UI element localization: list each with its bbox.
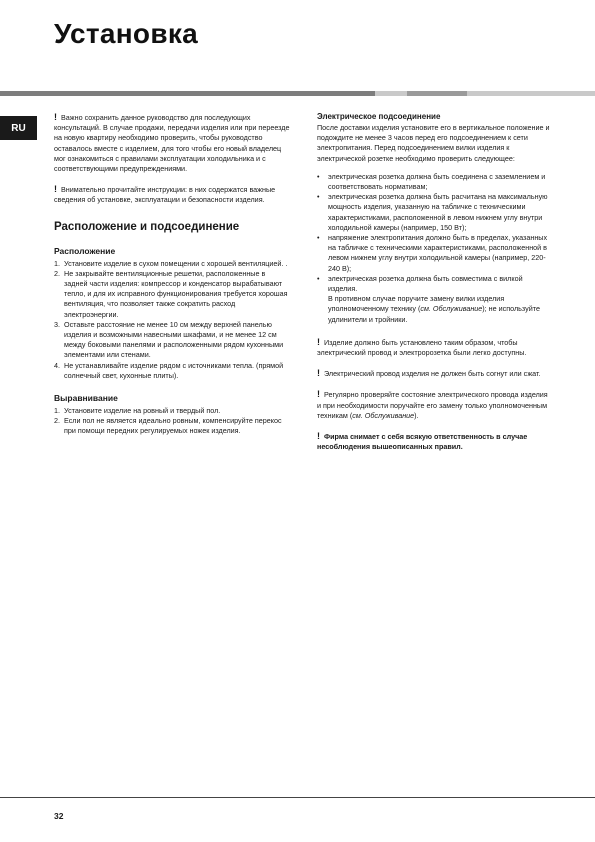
section-title: Расположение и подсоединение — [54, 220, 240, 233]
note-text: ). — [414, 410, 419, 420]
note-text: Регулярно проверяйте состояние электрического провода изделия и при необходимости поручайте его замену только уполномоченным техникам ( — [317, 390, 548, 420]
header-color-bar — [0, 91, 595, 96]
note-text: Внимательно прочитайте инструкции: в них содержатся важные сведения об установке, эксплуатации и безопасности изделия. — [54, 185, 276, 205]
bullet-icon: • — [317, 233, 320, 243]
exclamation-icon: ! — [317, 389, 320, 400]
list-item — [317, 233, 553, 274]
list-item — [54, 406, 290, 416]
header-bar-segment — [375, 91, 407, 96]
warning-note — [317, 368, 553, 379]
note-text: Изделие должно быть установлено таким образом, чтобы электрический провод и электророзетка были легко доступны. — [317, 337, 527, 358]
exclamation-icon: ! — [317, 368, 320, 379]
warning-note — [317, 337, 553, 358]
warning-note — [317, 389, 553, 421]
item-text: Оставьте расстояние не менее 10 см между верхней панелью изделия и возможными навесными шкафами, и не менее 12 см между боковыми панелями и расположенными рядом кухонными элементами или стенами. — [64, 319, 284, 360]
note-text: Фирма снимает с себя всякую ответственность в случае несоблюдения вышеописанных правил. — [317, 432, 528, 452]
bullet-icon: • — [317, 171, 320, 181]
item-text: электрическая розетка должна быть совместима с вилкой изделия. — [328, 273, 523, 294]
bullet-icon: • — [317, 192, 320, 202]
header-bar-segment — [467, 91, 595, 96]
note-text: Электрический провод изделия не должен быть согнут или сжат. — [324, 369, 541, 379]
exclamation-icon: ! — [317, 431, 320, 442]
header-bar-segment — [0, 91, 375, 96]
item-text: Не закрывайте вентиляционные решетки, расположенные в задней части изделия: компрессор и конденсатор вырабатывают тепло, и для их исправного функционирования требуется хорошая вентиляция, что позволяет также сократить расход электроэнергии. — [64, 268, 288, 319]
exclamation-icon: ! — [317, 336, 320, 347]
item-text: электрическая розетка должна быть расчитана на максимальную мощность изделия, указанную на табличке с техническими характеристиками, расположенной в левом нижнем углу внутри холодильной камеры (например, 150 Вт); — [328, 192, 548, 232]
followup-text: ); не используйте удлинители и тройники. — [328, 304, 540, 324]
list-item — [317, 192, 553, 233]
header-bar-segment — [407, 91, 467, 96]
bullet-icon: • — [317, 273, 320, 283]
item-number: 3. — [54, 319, 60, 329]
intro-note — [54, 112, 290, 174]
note-text: Важно сохранить данное руководство для последующих консультаций. В случае продажи, передачи изделия или при переезде на новую квартиру необходимо проверить, чтобы руководство оставалось вместе с изделием, для того чтобы его новый владелец мог ознакомиться с правилами эксплуатации холодильника и с соответствующими предупреждениями. — [54, 113, 290, 174]
leveling-heading: Выравнивание — [54, 393, 118, 404]
language-tab: RU — [0, 116, 37, 140]
item-text: Не устанавливайте изделие рядом с источниками тепла. (прямой солнечный свет, кухонные плиты). — [64, 360, 284, 380]
list-item — [54, 416, 290, 436]
right-column — [317, 112, 553, 462]
electrical-intro: После доставки изделия установите его в вертикальное положение и подождите не менее 3 часов перед его подсоединением к сети электропитания. Перед подсоединением вилки изделия к электрической розетке необходимо проверить следующее: — [317, 123, 550, 163]
item-number: 4. — [54, 360, 60, 370]
electrical-checklist — [317, 172, 553, 325]
footer-divider — [0, 797, 595, 798]
cross-reference: см. Обслуживание — [420, 304, 483, 314]
electrical-heading: Электрическое подсоединение — [317, 112, 441, 121]
liability-note — [317, 431, 553, 452]
list-item — [54, 361, 290, 381]
left-column — [54, 112, 290, 449]
followup-text: В противном случае поручите замену вилки изделия уполномоченному технику ( — [328, 294, 505, 314]
placement-heading: Расположение — [54, 245, 116, 256]
list-item — [317, 172, 553, 192]
item-number: 2. — [54, 416, 60, 426]
list-item — [54, 269, 290, 320]
list-item — [54, 259, 290, 269]
item-text: Установите изделие на ровный и твердый пол. — [64, 406, 221, 416]
page-title: Установка — [54, 18, 199, 49]
page-number: 32 — [54, 811, 64, 821]
item-text: электрическая розетка должна быть соединена с заземлением и соответствовать нормативам; — [328, 171, 546, 192]
exclamation-icon: ! — [54, 184, 57, 195]
item-text: Если пол не является идеально ровным, компенсируйте перекос при помощи передних регулируемых ножек изделия. — [64, 416, 282, 436]
item-number: 1. — [54, 258, 60, 268]
list-item — [317, 274, 553, 325]
exclamation-icon: ! — [54, 112, 57, 122]
cross-reference: см. Обслуживание — [352, 410, 415, 420]
list-item — [54, 320, 290, 361]
placement-list — [54, 259, 290, 381]
item-number: 2. — [54, 268, 60, 278]
leveling-list — [54, 406, 290, 437]
item-text: напряжение электропитания должно быть в пределах, указанных на табличке с техническими характеристиками, расположенной в левом нижнем углу внутри холодильной камеры (например, 220-240 В); — [328, 233, 548, 273]
intro-note — [54, 184, 290, 205]
item-number: 1. — [54, 406, 60, 416]
item-text: Установите изделие в сухом помещении с хорошей вентиляцией. . — [64, 258, 288, 268]
